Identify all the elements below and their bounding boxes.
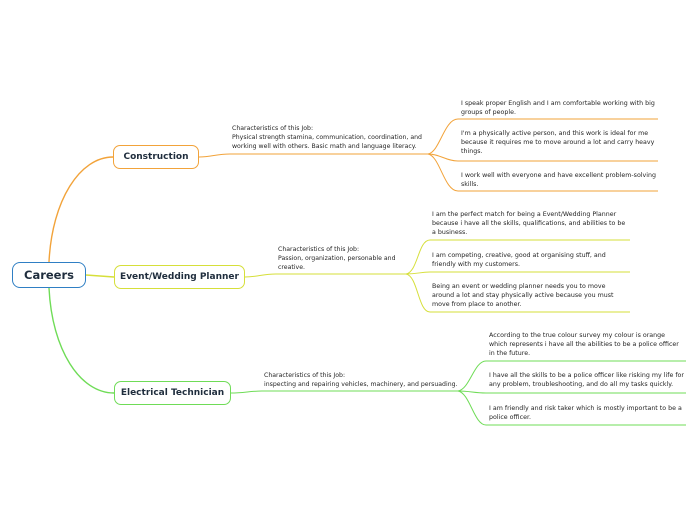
construction-leaf-2[interactable]: I'm a physically active person, and this work is ideal for me because it requires me to move around a lot and carry heavy things. (461, 130, 655, 156)
event-characteristics[interactable] (278, 245, 406, 272)
root-to-construction-connector (49, 157, 113, 262)
electrical-characteristics[interactable] (264, 371, 460, 389)
construction-characteristics-title: Characteristics of this Job: (232, 125, 314, 132)
construction-to-characteristics-connector (199, 154, 428, 157)
event-leaf-1[interactable]: I am the perfect match for being a Event/Wedding Planner because i have all the skills, qualifications, and abilities to be a business. (432, 211, 626, 237)
construction-characteristics[interactable] (232, 124, 428, 151)
branch-node-electrical-technician[interactable]: Electrical Technician (114, 381, 231, 405)
construction-characteristics-text: Physical strength stamina, communication, coordination, and working well with others. Basic math and language literacy. (232, 134, 422, 151)
construction-leaf-1[interactable]: I speak proper English and I am comfortable working with big groups of people. (461, 100, 655, 117)
event-leaf-3[interactable]: Being an event or wedding planner needs you to move around a lot and stay physically active because you must move from place to another. (432, 283, 614, 309)
electrical-to-characteristics-connector (231, 391, 458, 393)
branch-node-construction[interactable]: Construction (113, 145, 199, 169)
event-leaf-2-connector (406, 272, 630, 274)
root-to-event-connector (86, 275, 114, 277)
root-node-careers[interactable]: Careers (12, 262, 86, 288)
electrical-characteristics-text: inspecting and repairing vehicles, machinery, and persuading. (264, 381, 458, 389)
event-leaf-2[interactable]: I am competing, creative, good at organising stuff, and friendly with my customers. (432, 252, 606, 269)
construction-leaf-3[interactable]: I work well with everyone and have excellent problem-solving skills. (461, 172, 657, 189)
branch-node-event-wedding-planner[interactable]: Event/Wedding Planner (114, 265, 245, 289)
electrical-leaf-3[interactable]: I am friendly and risk taker which is mostly important to be a police officer. (489, 405, 682, 422)
event-characteristics-title: Characteristics of this Job: (278, 246, 360, 253)
electrical-leaf-1[interactable]: According to the true colour survey my colour is orange which represents i have all the abilities to be a police officer in the future. (489, 332, 679, 358)
root-to-electrical-connector (49, 288, 114, 393)
electrical-leaf-2-connector (458, 391, 686, 393)
electrical-characteristics-title: Characteristics of this Job: (264, 372, 346, 379)
event-characteristics-text: Passion, organization, personable and creative. (278, 255, 396, 272)
event-to-characteristics-connector (245, 274, 406, 277)
electrical-leaf-2[interactable]: I have all the skills to be a police officer like risking my life for any problem, troubleshooting, and do all my tasks quickly. (489, 372, 684, 389)
